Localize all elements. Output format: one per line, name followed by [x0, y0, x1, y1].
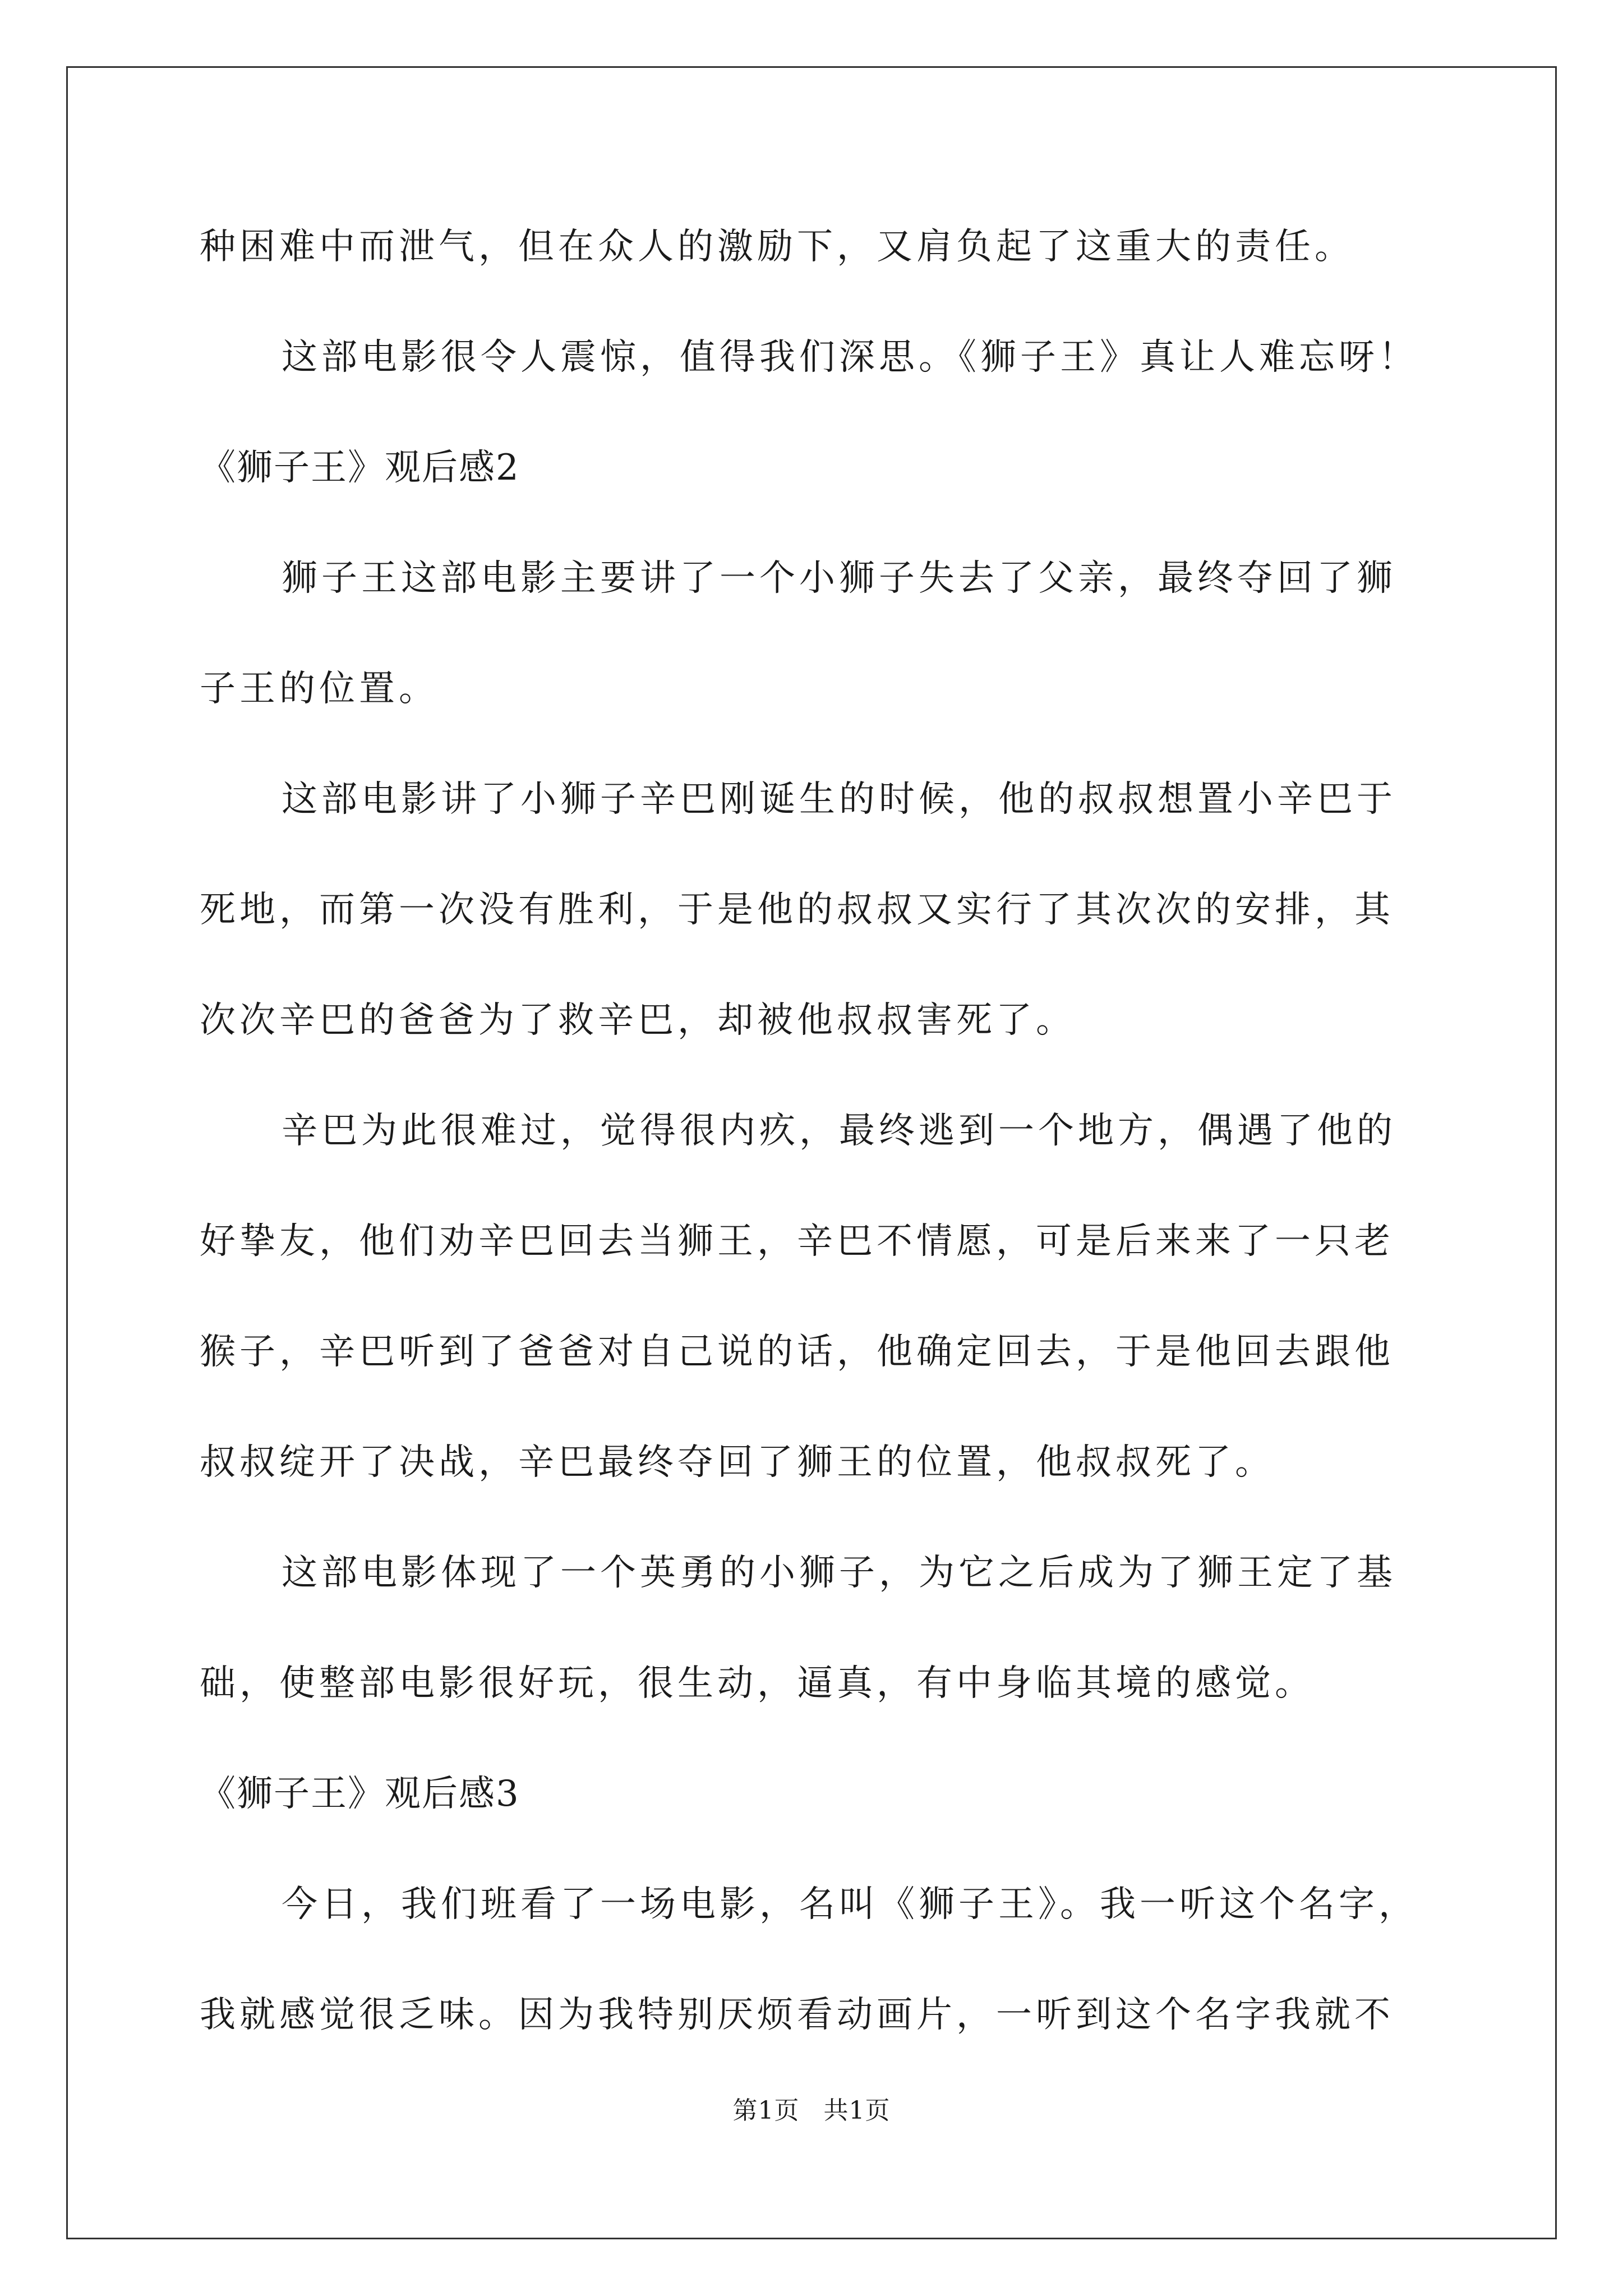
section-heading: 《狮子王》观后感2 [200, 447, 520, 489]
text-line: 今日，我们班看了一场电影，名叫《狮子王》。我一听这个名字， [282, 1884, 1418, 1925]
text-line: 好挚友，他们劝辛巴回去当狮王，辛巴不情愿，可是后来来了一只老 [200, 1221, 1394, 1262]
text-line: 种困难中而泄气，但在众人的激励下，又肩负起了这重大的责任。 [200, 226, 1354, 268]
document-body [200, 202, 1433, 2081]
text-line: 叔叔绽开了决战，辛巴最终夺回了狮王的位置，他叔叔死了。 [200, 1442, 1275, 1483]
page-total: 共1页 [823, 2096, 891, 2125]
text-line: 猴子，辛巴听到了爸爸对自己说的话，他确定回去，于是他回去跟他 [200, 1331, 1394, 1373]
text-line: 这部电影很令人震惊，值得我们深思。《狮子王》真让人难忘呀！ [282, 337, 1418, 378]
text-line: 死地，而第一次没有胜利，于是他的叔叔又实行了其次次的安排，其 [200, 889, 1394, 931]
text-line: 辛巴为此很难过，觉得很内疚，最终逃到一个地方，偶遇了他的 [282, 1110, 1396, 1152]
text-line: 子王的位置。 [200, 668, 439, 710]
text-line: 我就感觉很乏味。因为我特别厌烦看动画片，一听到这个名字我就不 [200, 1994, 1394, 2036]
section-heading: 《狮子王》观后感3 [200, 1773, 520, 1815]
text-line: 础，使整部电影很好玩，很生动，逼真，有中身临其境的感觉。 [200, 1663, 1315, 1704]
page-number: 第1页 [732, 2096, 800, 2125]
text-line: 这部电影体现了一个英勇的小狮子，为它之后成为了狮王定了基 [282, 1552, 1396, 1594]
text-line: 狮子王这部电影主要讲了一个小狮子失去了父亲，最终夺回了狮 [282, 558, 1396, 599]
page-footer [0, 2090, 1623, 2126]
text-line: 这部电影讲了小狮子辛巴刚诞生的时候，他的叔叔想置小辛巴于 [282, 779, 1396, 820]
text-line: 次次辛巴的爸爸为了救辛巴，却被他叔叔害死了。 [200, 1000, 1076, 1041]
